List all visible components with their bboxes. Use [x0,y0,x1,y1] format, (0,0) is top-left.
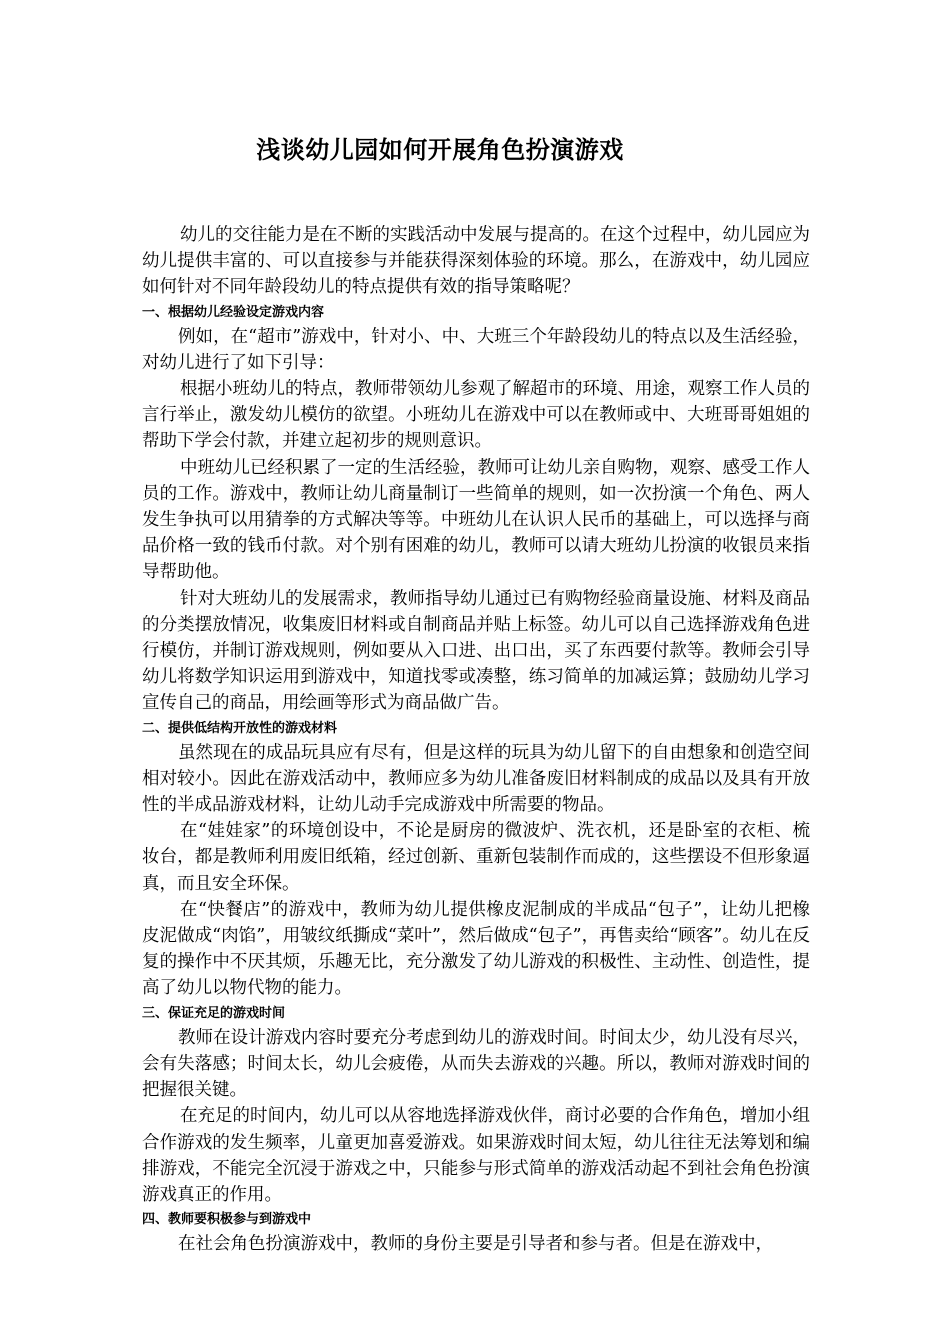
section-heading-2: 二、提供低结构开放性的游戏材料 [142,720,338,736]
section-2-paragraph-3: 在“快餐店”的游戏中，教师为幼儿提供橡皮泥制成的半成品“包子”，让幼儿把橡皮泥做成“肉馅”，用皱纹纸撕成“菜叶”，然后做成“包子”，再售卖给“顾客”。幼儿在反复的操作中不厌其烦，乐趣无比，充分激发了幼儿游戏的积极性、主动性、创造性，提高了幼儿以物代物的能力。 [142,899,810,999]
section-3-paragraph-2: 在充足的时间内，幼儿可以从容地选择游戏伙伴，商讨必要的合作角色，增加小组合作游戏的发生频率，儿童更加喜爱游戏。如果游戏时间太短，幼儿往往无法筹划和编排游戏，不能完全沉浸于游戏之中，只能参与形式简单的游戏活动起不到社会角色扮演游戏真正的作用。 [142,1106,810,1205]
section-heading-3: 三、保证充足的游戏时间 [142,1005,286,1021]
section-heading-4: 四、教师要积极参与到游戏中 [142,1212,312,1228]
section-1-paragraph-1: 例如，在“超市”游戏中，针对小、中、大班三个年龄段幼儿的特点以及生活经验，对幼儿进行了如下引导： [142,326,810,373]
intro-paragraph: 幼儿的交往能力是在不断的实践活动中发展与提高的。在这个过程中，幼儿园应为幼儿提供丰富的、可以直接参与并能获得深刻体验的环境。那么，在游戏中，幼儿园应如何针对不同年龄段幼儿的特点提供有效的指导策略呢？ [142,225,810,298]
section-4-paragraph-1: 在社会角色扮演游戏中，教师的身份主要是引导者和参与者。但是在游戏中， [178,1234,773,1255]
section-1-paragraph-4: 针对大班幼儿的发展需求，教师指导幼儿通过已有购物经验商量设施、材料及商品的分类摆放情况，收集废旧材料或自制商品并贴上标签。幼儿可以自己选择游戏角色进行模仿，并制订游戏规则，例如要从入口进、出口出，买了东西要付款等。教师会引导幼儿将数学知识运用到游戏中，知道找零或凑整，练习简单的加减运算；鼓励幼儿学习宣传自己的商品，用绘画等形式为商品做广告。 [142,588,810,714]
section-2-paragraph-2: 在“娃娃家”的环境创设中，不论是厨房的微波炉、洗衣机，还是卧室的衣柜、梳妆台，都是教师利用废旧纸箱，经过创新、重新包装制作而成的，这些摆设不但形象逼真，而且安全环保。 [142,821,810,894]
section-3-paragraph-1: 教师在设计游戏内容时要充分考虑到幼儿的游戏时间。时间太少，幼儿没有尽兴，会有失落感；时间太长，幼儿会疲倦，从而失去游戏的兴趣。所以，教师对游戏时间的把握很关键。 [142,1027,810,1101]
section-2-paragraph-1: 虽然现在的成品玩具应有尽有，但是这样的玩具为幼儿留下的自由想象和创造空间相对较小。因此在游戏活动中，教师应多为幼儿准备废旧材料制成的成品以及具有开放性的半成品游戏材料，让幼儿动手完成游戏中所需要的物品。 [142,742,810,816]
document-title: 浅谈幼儿园如何开展角色扮演游戏 [256,136,624,164]
section-1-paragraph-3: 中班幼儿已经积累了一定的生活经验，教师可让幼儿亲自购物，观察、感受工作人员的工作。游戏中，教师让幼儿商量制订一些简单的规则，如一次扮演一个角色、两人发生争执可以用猜拳的方式解决等等。中班幼儿在认识人民币的基础上，可以选择与商品价格一致的钱币付款。对个别有困难的幼儿，教师可以请大班幼儿扮演的收银员来指导帮助他。 [142,457,810,583]
document-body [142,222,810,1257]
section-heading-1: 一、根据幼儿经验设定游戏内容 [142,304,325,320]
section-1-paragraph-2: 根据小班幼儿的特点，教师带领幼儿参观了解超市的环境、用途，观察工作人员的言行举止，激发幼儿模仿的欲望。小班幼儿在游戏中可以在教师或中、大班哥哥姐姐的帮助下学会付款，并建立起初步的规则意识。 [142,379,810,452]
